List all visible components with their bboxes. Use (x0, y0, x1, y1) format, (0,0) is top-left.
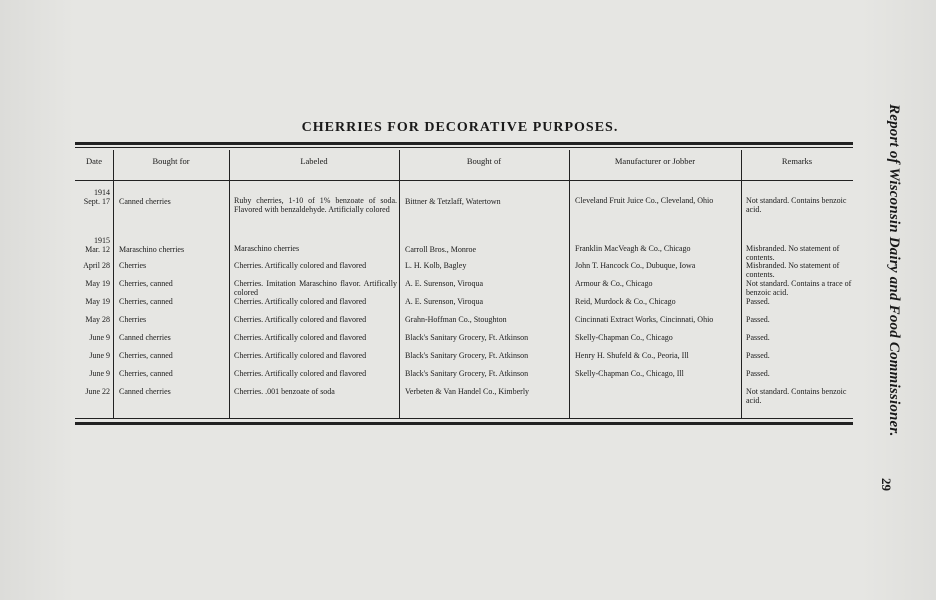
row-manufacturer: Armour & Co., Chicago (575, 279, 653, 288)
row-bought-of: Bittner & Tetzlaff, Watertown (405, 197, 501, 206)
row-manufacturer: Franklin MacVeagh & Co., Chicago (575, 244, 691, 253)
row-remarks: Passed. (746, 315, 770, 324)
row-bought-of: Verbeten & Van Handel Co., Kimberly (405, 387, 530, 396)
header-remarks: Remarks (781, 156, 813, 166)
row-remarks: Not standard. Contains a trace of benzoic acid. (746, 279, 852, 297)
row-manufacturer: Skelly-Chapman Co., Chicago (575, 333, 673, 342)
page-number: 29 (879, 478, 894, 491)
row-remarks: Not standard. Contains benzoic acid. (746, 196, 847, 214)
row-manufacturer: Reid, Murdock & Co., Chicago (575, 297, 676, 306)
row-labeled: Cherries. Artifically colored and flavored (234, 351, 367, 360)
row-date: May 19 (85, 297, 110, 306)
row-bought-for: Cherries, canned (119, 279, 173, 288)
row-bought-of: Black's Sanitary Grocery, Ft. Atkinson (405, 351, 529, 360)
header-rule (75, 180, 853, 181)
row-date: May 28 (85, 315, 110, 324)
row-remarks: Misbranded. No statement of contents. (746, 261, 840, 279)
row-bought-of: L. H. Kolb, Bagley (405, 261, 467, 270)
top-rule-thin (75, 147, 853, 148)
row-remarks: Passed. (746, 351, 770, 360)
row-labeled: Cherries. Imitation Maraschino flavor. Artifically colored (234, 279, 397, 297)
header-labeled: Labeled (300, 156, 328, 166)
row-bought-for: Cherries, canned (119, 369, 173, 378)
column-divider (741, 150, 742, 418)
row-bought-for: Cherries (119, 315, 147, 324)
row-manufacturer: Cincinnati Extract Works, Cincinnati, Ohio (575, 315, 714, 324)
row-bought-of: A. E. Surenson, Viroqua (405, 279, 484, 288)
row-bought-of: Grahn-Hoffman Co., Stoughton (405, 315, 507, 324)
row-labeled: Cherries. Artifically colored and flavored (234, 297, 367, 306)
column-divider (113, 150, 114, 418)
table-title: CHERRIES FOR DECORATIVE PURPOSES. (301, 120, 619, 135)
top-rule (75, 142, 853, 145)
row-bought-for: Canned cherries (119, 387, 171, 396)
bottom-rule-thin (75, 418, 853, 419)
running-head: Report of Wisconsin Dairy and Food Commissioner. (886, 104, 902, 437)
row-bought-for: Cherries, canned (119, 351, 173, 360)
row-remarks: Misbranded. No statement of contents. (746, 244, 840, 262)
header-date: Date (85, 156, 103, 166)
row-labeled: Cherries. Artifically colored and flavored (234, 261, 367, 270)
row-bought-for: Canned cherries (119, 333, 171, 342)
row-labeled: Ruby cherries, 1-10 of 1% benzoate of soda. Flavored with benzaldehyde. Artificially colored (234, 196, 397, 214)
row-labeled: Cherries. Artifically colored and flavored (234, 333, 367, 342)
row-remarks: Passed. (746, 297, 770, 306)
row-manufacturer: John T. Hancock Co., Dubuque, Iowa (575, 261, 696, 270)
header-bought-of: Bought of (466, 156, 502, 166)
row-remarks: Not standard. Contains benzoic acid. (746, 387, 847, 405)
row-date: June 9 (89, 369, 110, 378)
row-date: April 28 (83, 261, 110, 270)
row-labeled: Maraschino cherries (234, 244, 300, 253)
column-divider (229, 150, 230, 418)
row-labeled: Cherries. .001 benzoate of soda (234, 387, 335, 396)
row-date: May 19 (85, 279, 110, 288)
row-date: Sept. 17 (83, 197, 110, 206)
row-remarks: Passed. (746, 333, 770, 342)
row-manufacturer: Cleveland Fruit Juice Co., Cleveland, Ohio (575, 196, 714, 205)
row-date: June 9 (89, 333, 110, 342)
row-remarks: Passed. (746, 369, 770, 378)
row-year: 1914 (94, 188, 110, 197)
row-labeled: Cherries. Artifically colored and flavored (234, 315, 367, 324)
row-bought-for: Canned cherries (119, 197, 171, 206)
row-bought-of: A. E. Surenson, Viroqua (405, 297, 484, 306)
row-manufacturer: Skelly-Chapman Co., Chicago, Ill (575, 369, 684, 378)
row-date: June 22 (85, 387, 110, 396)
row-bought-of: Black's Sanitary Grocery, Ft. Atkinson (405, 333, 529, 342)
row-bought-of: Black's Sanitary Grocery, Ft. Atkinson (405, 369, 529, 378)
column-divider (569, 150, 570, 418)
row-bought-of: Carroll Bros., Monroe (405, 245, 477, 254)
row-bought-for: Cherries (119, 261, 147, 270)
row-year: 1915 (94, 236, 110, 245)
header-bought-for: Bought for (152, 156, 190, 166)
header-manufacturer: Manufacturer or Jobber (614, 156, 696, 166)
row-bought-for: Cherries, canned (119, 297, 173, 306)
row-manufacturer: Henry H. Shufeld & Co., Peoria, Ill (575, 351, 689, 360)
row-bought-for: Maraschino cherries (119, 245, 185, 254)
bottom-rule (75, 422, 853, 425)
column-divider (399, 150, 400, 418)
row-date: June 9 (89, 351, 110, 360)
row-date: Mar. 12 (85, 245, 110, 254)
row-labeled: Cherries. Artifically colored and flavored (234, 369, 367, 378)
